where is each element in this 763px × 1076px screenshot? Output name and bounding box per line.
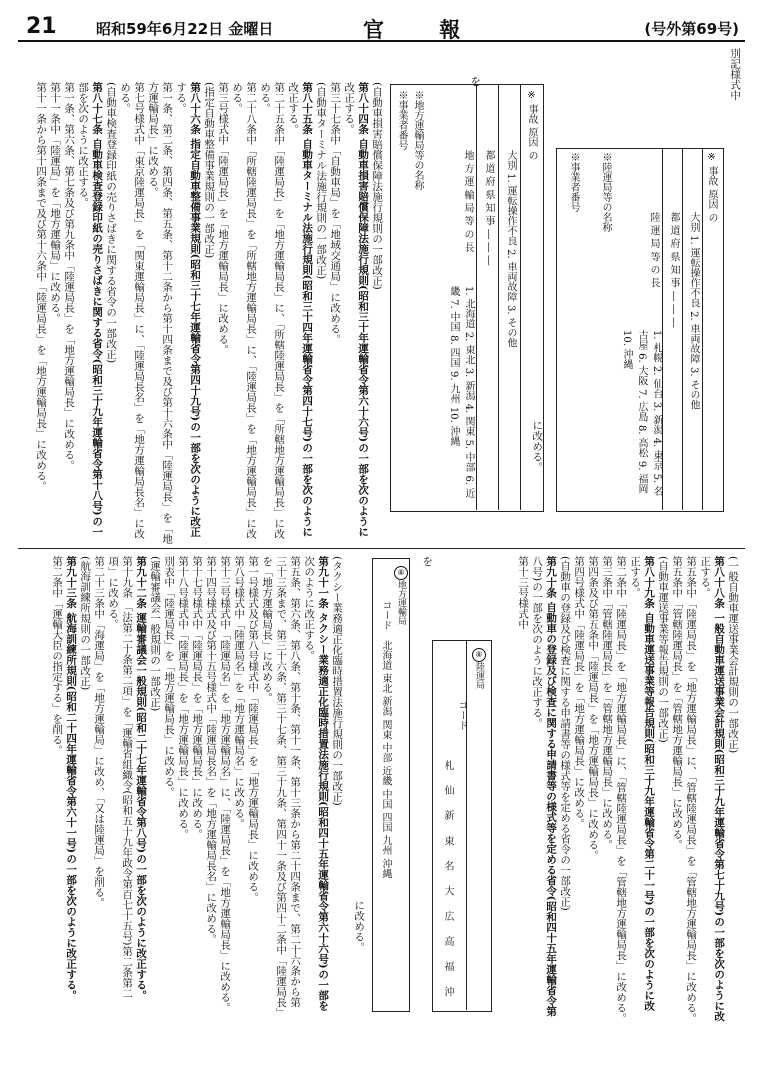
text-column: 第七号様式中「東京陸運局長」を「関東運輸局長」に、「陸運局長名」を「地方運輸局長名」に改 — [133, 82, 146, 539]
table-2-office-label: 地 方 運 輸 局 等 の 長 — [462, 150, 473, 253]
code-box-1-mark: ⑧陸運局 — [474, 650, 484, 689]
text-column: 項」に改める。 — [107, 556, 120, 630]
table-1-office-label: 陸 運 局 等 の 長 — [648, 212, 659, 288]
text-column: 第一条、第六条、第七条及び第九条中「陸運局長」を「地方運輸局長」に改める。 — [63, 82, 76, 471]
table-2-pref-row: 都 道 府 県 知 事 ― ― ― — [483, 150, 494, 266]
table-1-pref-row: 都 道 府 県 知 事 ― ― ― — [668, 212, 679, 328]
text-column: (一般自動車運送事業会計規則の一部改正) — [727, 556, 740, 754]
text-column: 第九十二条 運輸審議会一般規則(昭和二十七年運輸省令第八号)の一部を次のように改正する。 — [135, 556, 148, 1001]
text-column: 三十三条まで、第三十六条、第三十七条、第三十九条、第四十一条及び第四十二条中「陸運局長」 — [275, 556, 288, 1018]
text-column: (航海訓練所規則の一部改正) — [79, 556, 92, 691]
text-column: 第八十九条 自動車運送事業等報告規則(昭和三十九年運輸省令第二十一号)の一部を次のように改 — [643, 556, 656, 1011]
text-column: 第十一条から第十四条まで及び第十六条中「陸運局長」を「地方運輸局長」に改める。 — [35, 82, 48, 492]
code-box-1-values: 札 仙 新 東 名 大 広 高 福 沖 — [442, 760, 453, 1003]
text-column: 第十八号様式中「陸運局長」を「地方運輸局長」に改める。 — [177, 556, 190, 840]
code-box-2-mark: ⑧地方運輸局 — [396, 568, 406, 625]
text-column: 別表中「陸運局長」を「地方運輸局長」に改める。 — [163, 556, 176, 798]
text-column: (自動車運送事業等報告規則の一部改正) — [657, 556, 670, 743]
text-column: (自動車検査登録印紙の売りさばきに関する省令の一部改正) — [105, 82, 118, 364]
text-column: する。 — [175, 82, 188, 114]
text-column: (自動車損害賠償保障法施行規則の一部改正) — [371, 82, 384, 290]
text-column: 第二条中「陸運局長」を「地方運輸局長」に、「管轄陸運局長」を「管轄地方運輸局長」に改める。 — [615, 556, 628, 1024]
issue-number: (号外第69号) — [644, 20, 739, 38]
text-column: 正する。 — [699, 556, 712, 598]
text-column: 第九十三条 航海訓練所規則(昭和二十四年運輸省令第六十一号)の一部を次のように改正する。 — [65, 556, 78, 1001]
text-column: 第四条及び第五条中「陸運局長」を「地方運輸局長」に改める。 — [587, 556, 600, 861]
text-column: 第五条、第六条、第八条、第十条、第十一条、第十三条から第二十四条まで、第二十六条から第 — [289, 556, 302, 1008]
text-column: 方運輸局長」に改める。 — [147, 82, 160, 198]
page-number: 21 — [26, 14, 57, 39]
text-column: 第十四号様式及び第十五号様式中「陸運局長名」を「地方運輸局長名」に改める。 — [205, 556, 218, 945]
text-column: 第一条、第二条、第四条、第五条、第十二条から第十四条まで及び第十六条中「陸運局長」を「地 — [161, 82, 174, 544]
text-column: 第十九条 「法第二十条第二項」を「運輸省組織令(昭和五十九年政令第百七十五号)第二条第二 — [121, 556, 134, 999]
table-2-kind-row: 大別 1. 運転操作不良 2. 車両故障 3. その他 — [505, 150, 516, 348]
text-after-code-box: に改める。 — [353, 900, 366, 953]
text-column: 第九十一条 タクシー業務適正化臨時措置法施行規則(昭和四十五年運輸省令第六十六号)の一部を — [317, 556, 330, 1011]
code-box-1-label: コード — [456, 700, 467, 730]
section-divider — [18, 548, 745, 549]
table-1-side-note: ※事業者番号 — [568, 152, 579, 212]
table-1-kind-row: 大別 1. 運転操作不良 2. 車両故障 3. その他 — [688, 212, 699, 410]
text-column: 第八十四条 自動車損害賠償保障法施行規則(昭和三十年運輸省令第六十六号)の一部を次のように — [357, 82, 370, 537]
table-1-office-name-note: ※陸運局等の名称 — [600, 152, 611, 232]
form-label: 別記様式中 — [729, 48, 742, 101]
table-2-office-name-note: ※地方運輸局等の名称 — [412, 90, 423, 190]
table-1-mark: ※ 事故 原因 の — [706, 152, 717, 223]
gazette-title: 官 報 — [363, 18, 485, 42]
issue-date: 昭和59年6月22日 金曜日 — [96, 20, 274, 38]
text-column: 第八号様式中「陸運局名」を「地方運輸局名」に改める。 — [233, 556, 246, 829]
text-column: 第八十八条 一般自動車運送事業会計規則(昭和三十九年運輸省令第七十九号)の一部を次のように改 — [713, 556, 726, 1022]
text-column: (タクシー業務適正化臨時措置法施行規則の一部改正) — [331, 556, 344, 806]
table-1-office-values: 1. 札幌 2. 仙台 3. 新潟 4. 東京 5. 名古屋 6. 大阪 7. 広島 8. 高松 9. 福岡 10. 沖縄 — [621, 330, 662, 497]
text-column: を「地方運輸局長」に改める。 — [261, 556, 274, 703]
text-column: 第五条中「陸運局長」を「地方運輸局長」に、「管轄陸運局長」を「管轄地方運輸局長」に改める。 — [685, 556, 698, 1024]
text-between-boxes: を — [421, 556, 434, 567]
text-column: 第十一条中「陸運局」を「地方運輸局」に改める。 — [49, 82, 62, 324]
code-box-2-values: 北海道 東北 新潟 関東 中部 近畿 中国 四国 九州 沖縄 — [380, 640, 391, 879]
page-header — [18, 14, 745, 42]
text-column: 第三条中「管轄陸運局長」を「管轄地方運輸局長」に改める。 — [601, 556, 614, 850]
text-column: める。 — [259, 82, 272, 114]
table-2-side-note: ※事業者番号 — [396, 90, 407, 150]
text-column: 八号)の一部を次のように改正する。 — [531, 556, 544, 729]
text-column: める。 — [231, 82, 244, 114]
text-column: 第十七号様式中「陸運局長」を「地方運輸局長」に改める。 — [191, 556, 204, 840]
text-column: 第八十七条 自動車検査登録印紙の売りさばきに関する省令(昭和三十九年運輸省令第十八号)の一 — [91, 82, 104, 537]
text-column: 第二十三条中「海運局」を「地方運輸局」に改め、「又は陸運局」を削る。 — [93, 556, 106, 908]
text-column: 正する。 — [629, 556, 642, 598]
text-column: 部を次のように改正する。 — [77, 82, 90, 208]
text-column: 改正する。 — [287, 82, 300, 135]
text-column: (指定自動車整備事業規則の一部改正) — [203, 82, 216, 259]
text-column: 第一号様式及び第八号様式中「陸運局長」を「地方運輸局長」に改める。 — [247, 556, 260, 903]
text-column: 第九十条 自動車の登録及び検査に関する申請書等の様式等を定める省令(昭和四十五年運輸省令第 — [545, 556, 558, 1017]
text-column: 第二十八条中「所轄陸運局長」を「所轄地方運輸局長」に、「陸運局長」を「地方運輸局長」に改 — [245, 82, 258, 539]
text-column: 第二条中「運輸大臣の指定する」を削る。 — [51, 556, 64, 756]
text-column: 次のように改正する。 — [303, 556, 316, 661]
code-box-2-label: コード — [380, 600, 391, 630]
table-2-mark: ※ 事故 原因 の — [526, 90, 537, 161]
table-2-office-values: 1. 北海道 2. 東北 3. 新潟 4. 関東 5. 中部 6. 近畿 7. 中国 8. 四国 9. 九州 10. 沖縄 — [448, 286, 474, 499]
text-column: 第八十六条 指定自動車整備事業規則(昭和三十七年運輸省令第四十九号)の一部を次のように改正 — [189, 82, 202, 537]
text-column: (運輸審議会一般規則の一部改正) — [149, 556, 162, 712]
text-column: 第十三号様式中「陸運局名」を「地方運輸局名」に、「陸運局長」を「地方運輸局長」に改める。 — [219, 556, 232, 1013]
text-column: 第十三号様式中 — [517, 556, 530, 630]
text-column: 第五条中「管轄陸運局長」を「管轄地方運輸局長」に改める。 — [671, 556, 684, 850]
text-column: める。 — [119, 82, 132, 114]
top-text-before-t2: を — [469, 76, 482, 87]
text-column: 第二十五条中「陸運局長」を「地方運輸局長」に、「所轄陸運局長」を「所轄地方運輸局長」に改 — [273, 82, 286, 539]
text-column: 第三号様式中「陸運局長」を「地方運輸局長」に改める。 — [217, 82, 230, 355]
text-column: 第三十七条中「自動車局」を「地域交通局」に改める。 — [329, 82, 342, 345]
text-column: 改正する。 — [343, 82, 356, 135]
text-column: (自動車の登録及び検査に関する申請書等の様式等を定める省令の一部改正) — [559, 556, 572, 911]
top-text-after-t1: に改める。 — [531, 420, 544, 473]
text-column: (自動車ターミナル法施行規則の一部改正) — [315, 82, 328, 280]
text-column: 第八十五条 自動車ターミナル法施行規則(昭和三十四年運輸省令第四十七号)の一部を次のように — [301, 82, 314, 537]
text-column: 第四号様式中「陸運局長」を「地方運輸局長」に改める。 — [573, 556, 586, 829]
